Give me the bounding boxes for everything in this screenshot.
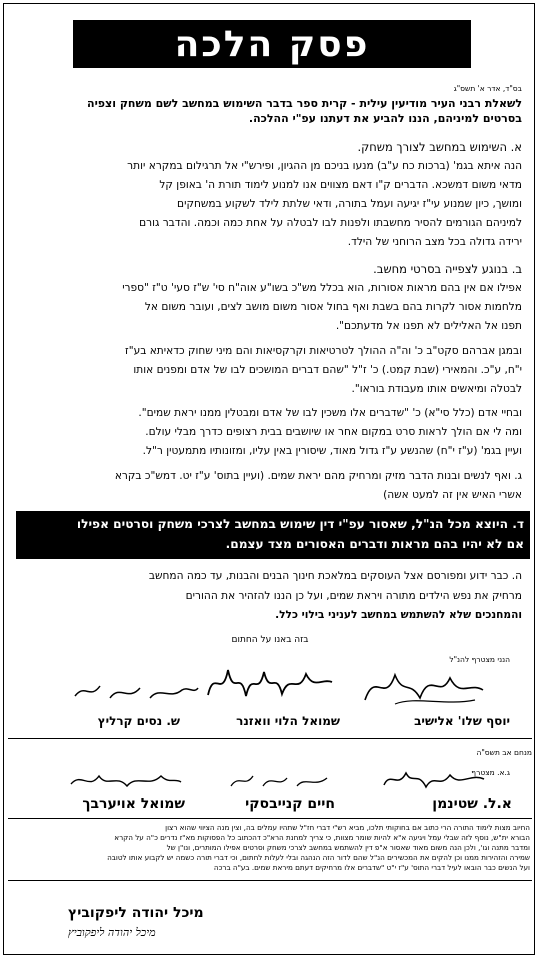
section-b-line: י"ח, ע"כ. והמאירי (שבת קמט.) כ' ז"ל "שהם דברים המושכים לבו של אדם ומפנים אותו: [133, 364, 522, 376]
section-b-heading: ב. בנוגע לצפייה בסרטי מחשב.: [373, 262, 522, 276]
footnote-line: ועל הנשים כבר הובאו לעיל דברי התוס' ע"ז י"ט "שדברים אלו מרחיקים דעתם מיראת שמים. בע"ה ברכה: [213, 863, 530, 872]
final-signature-handwritten: מיכל יהודה ליפקוביץ: [68, 926, 156, 939]
ruling-box: [16, 511, 530, 559]
footnote-line: החיוב מצות לימוד התורה הרי כתוב אם בחוקותי תלכו, מביא רש"י דברי חז"ל שתהיו עמלים בה, וצין מנה הציווי שהוא רצון: [165, 823, 530, 832]
intro-line-2: בסרטים למיניהם, הננו להביע את דעתנו עפ"י ההלכה.: [248, 112, 522, 125]
closing-line: בזה באנו על החתום: [231, 635, 309, 645]
signature-scrawl-kanievsky: [225, 768, 335, 794]
section-a-line: ומושך, כיון שמנוע עי"ז יגיעה ועמל בתורה, ודאי שלתת לילד לשקוע במשחקים: [177, 198, 522, 210]
signature-name-2: שמואל הלוי וואזנר: [236, 714, 340, 728]
divider-line: [8, 818, 532, 819]
section-a-line: למיניהם הגורמים להסיר מחשבתו ולפנות לבו לבטלה על אחת כמה וכמה. והדבר גורם: [139, 217, 522, 229]
signature-name-1: יוסף שלו' אלישיב: [414, 714, 510, 728]
date-note: מנחם אב תשס"ה: [476, 748, 532, 757]
divider-line: [8, 738, 532, 739]
document-title: פסק הלכה: [73, 20, 471, 68]
section-b-line: אפילו אם אין בהם מראות אסורות, הוא בכלל מש"כ בשו"ע אוה"ח סי' ש"ז סעי' ט"ז "ספרי: [122, 282, 522, 294]
section-b-line: תפנו אל האלילים לא תפנו אל מדעתכם".: [335, 320, 522, 332]
signature-name-4: א.ל. שטינמן: [432, 796, 512, 812]
section-b-line: מלחמות אסור לקרות בהם בשבת ואף בחול אסור משום מושב לצים, ועובר משום אל: [144, 301, 522, 313]
section-e-line: מרחיק את נפש הילדים מתורה ויראת שמים, ועל כן הננו להזהיר את ההורים: [185, 590, 522, 602]
section-a-line: מדאי משום דמשכא. הדברים ק"ו דאם מצווים אנו למנוע לימוד תורת ה' באופן קל: [159, 179, 522, 191]
concur-note: הנני מצטרף להנ"ל: [449, 655, 510, 664]
signature-scrawl-auerbach: [65, 768, 185, 794]
signature-scrawl-wosner: [200, 660, 340, 705]
section-b-line: לבטלה ומיאשים אותו מעבודת בוראו".: [351, 383, 522, 395]
section-e-line: ה. כבר ידוע ומפורסם אצל העוסקים במלאכת חינוך הבנים והבנות, עד כמה המחשב: [148, 570, 522, 582]
signature-scrawl-karelitz: [70, 678, 200, 708]
section-e-line: והמחנכים שלא להשתמש במחשב לעניני בילוי כלל.: [275, 609, 522, 621]
document-date: בס"ד, אדר א' תשס"ג: [453, 84, 522, 93]
section-b-line: ובחיי אדם (כלל סי"א) כ' "שדברים אלו משכין לבו של אדם ומבטלין ממנו יראת שמים".: [138, 407, 522, 419]
footnote-line: שמירה והזהירות ממנו וכן להקים את המכשירים הנ"ל שהם לדור הזה הנהגה ובלי לעלות לחתום, וכי דברי תורה כשמה יש לקבוע אותו לטובה: [107, 853, 530, 862]
section-b-line: ועיין בגמ' (ע"ז י"ח) שהנשע ע"ז גדול מאוד, שיסורין באין עליו, ומזונותיו מתמעטין ר"ל.: [142, 445, 522, 457]
ruling-line-2: אם לא יהיו בהם מראות ודברים האסורים מצד עצמם.: [225, 537, 524, 551]
signature-name-6: שמואל אויערבך: [82, 796, 185, 812]
ruling-line-1: ד. היוצא מכל הנ"ל, שאסור עפ"י דין שימוש במחשב לצרכי משחק וסרטים אפילו: [76, 517, 524, 531]
signature-name-3: ש. נסים קרליץ: [97, 714, 180, 728]
section-a-line: ירידה גדולה בכל מצב הרוחני של הילד.: [347, 236, 522, 248]
signature-scrawl-elyashiv: [355, 660, 495, 710]
divider-line: [8, 880, 532, 881]
section-c-line: ג. ואף לנשים ובנות הדבר מזיק ומרחיק מהם יראת שמים. (ועיין בתוס' ע"ז יט. דמש"כ בקרא: [114, 470, 522, 482]
footnote-line: הבורא ית"ש, נוסף לזה שבלי עמל ויגיעה א"א להיות שומר מצוות, כי צריך למחנת הרא"כ דהכתוב כל הפסוקות מא"ז נדרים כ"ה על הקרא: [114, 833, 530, 842]
signature-name-5: חיים קנייבסקי: [245, 796, 335, 812]
final-signature-name: מיכל יהודה ליפקוביץ: [68, 905, 204, 921]
section-b-line: ומה לי אם הולך לראות סרט במקום אחר או שיושבים בבית רצופים כדרך מבלי עולם.: [145, 426, 522, 438]
footnote-line: ומדבר מתנה וגו', ולכן הנה משום מאוד שאסור א"פ דין להשתמש במחשב לצרכי משחק וסרטים אפילו המותרים, ונו"ן של: [166, 843, 530, 852]
signature-scrawl-steinman: [380, 765, 490, 795]
concur-note-2: ג.א. מצטרף: [471, 768, 510, 777]
section-a-heading: א. השימוש במחשב לצורך משחק.: [357, 140, 522, 154]
section-c-line: אשרי האיש אין זה למעט אשה): [383, 489, 522, 501]
section-a-line: הנה איתא בגמ' (ברכות כח ע"ב) מנעו בניכם מן ההגיון, ופירש"י אל תרגילום במקרא יותר: [127, 160, 522, 172]
section-b-line: ובמגן אברהם סקט"ב כ' וה"ה ההולך לטרטיאות וקרקסיאות והם מיני שחוק כדאיתא בע"ז: [125, 345, 522, 357]
intro-line-1: לשאלת רבני העיר מודיעין עילית - קרית ספר בדבר השימוש במחשב לשם משחק וצפיה: [87, 97, 522, 110]
